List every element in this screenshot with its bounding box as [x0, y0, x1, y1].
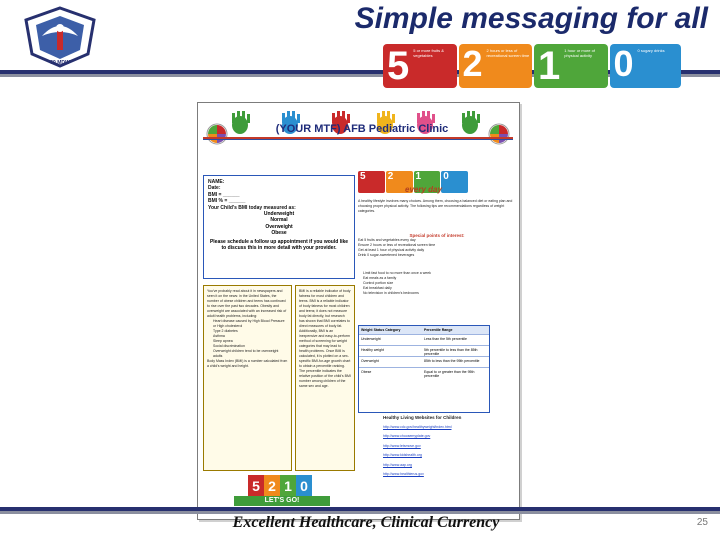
- form-bmi-label: BMI = ______: [208, 191, 240, 198]
- table-row: [359, 356, 489, 367]
- tip-item: Limit fast food to no more than once a week: [363, 271, 431, 275]
- column-paragraph: You've probably read about it in newspapers and seen it on the news: in the United States, the number of obese children and teens has continued to rise over the past two decades. Obesity and overweight are associated with an increased risk of adult health problems, including:: [207, 289, 287, 318]
- form-measured-label: Your Child's BMI today measured as:: [208, 204, 296, 211]
- table-cell: Less than the 5th percentile: [424, 337, 468, 341]
- risk-bullet: Overweight children tend to be overweight adults: [213, 349, 279, 358]
- table-cell: Equal to or greater than the 95th percentile: [424, 370, 475, 378]
- lets-go-banner: LET'S GO!: [234, 496, 330, 506]
- special-point: Drink 0 sugar-sweetened beverages: [358, 253, 415, 257]
- website-link[interactable]: http://www.letsmove.gov: [383, 443, 421, 448]
- banner-tile-5: 5 5 or more fruits & vegetables: [383, 44, 457, 88]
- follow-up-note: Please schedule a follow up appointment if you would like to discuss this in more detail with your provider.: [209, 238, 349, 252]
- table-header: [359, 326, 489, 334]
- 5210-logo: [248, 475, 312, 497]
- mini-tile-1: 1: [414, 171, 441, 193]
- logo-digit-1: 1: [280, 475, 296, 497]
- table-row: [359, 334, 489, 345]
- category-normal: Normal: [270, 217, 288, 224]
- bmi-paragraph: BMI is a reliable indicator of body fatness for most children and teens. BMI is a reliable indicator of body fatness for most children and teens; it does not measure body fat directly, but research has shown that BMI correlates to direct measures of body fat. Additionally, BMI is an inexpensive and easy-to-perform method of screening for weight categories that may lead to health problems. Once BMI is calculated, it is plotted on a sex-specific BMI-for-age growth chart to obtain a percentile ranking. The percentile indicates the relative position of the child's BMI number among children of the same sex and age.: [299, 289, 351, 388]
- weight-status-table: [358, 325, 490, 413]
- form-date-label: Date:: [208, 185, 221, 192]
- tip-item: Control portion size: [363, 281, 394, 285]
- bmi-info-column: [295, 285, 355, 471]
- air-force-seal-logo: [22, 6, 98, 68]
- special-point: Get at least 1 hour of physical activity daily: [358, 248, 425, 252]
- mini-tile-0: 0: [441, 171, 468, 193]
- slide-title: Simple messaging for all: [354, 2, 708, 35]
- website-link[interactable]: http://www.cdc.gov/healthyweight/index.html: [383, 424, 452, 429]
- clinic-title: (YOUR MTF) AFB Pediatric Clinic: [275, 123, 449, 135]
- table-header-cell: Weight Status Category: [361, 328, 401, 332]
- page-number: 25: [696, 517, 708, 528]
- website-link[interactable]: http://www.kidshealth.org: [383, 453, 422, 457]
- 5210-banner: [383, 44, 681, 88]
- risk-bullet: Social discrimination: [213, 344, 245, 348]
- category-obese: Obese: [271, 230, 287, 237]
- risk-bullet: Heart disease caused by High Blood Pressure or High cholesterol: [213, 319, 285, 328]
- mini-tile-2: 2: [386, 171, 413, 193]
- logo-digit-0: 0: [296, 475, 312, 497]
- table-cell: 85th to less than the 95th percentile: [424, 359, 480, 363]
- healthy-websites-section: [383, 413, 513, 480]
- category-underweight: Underweight: [263, 211, 295, 218]
- special-point: Eat 5 fruits and vegetables every day: [358, 238, 416, 242]
- column-closing: Body Mass Index (BMI) is a number calculated from a child's weight and height.: [207, 359, 288, 368]
- table-header-cell: Percentile Range: [424, 328, 453, 332]
- form-bmi-pct-label: BMI % = ______: [208, 198, 246, 205]
- svg-text:59 MDW: 59 MDW: [50, 60, 70, 66]
- obesity-info-column: [203, 285, 292, 471]
- websites-heading: Healthy Living Websites for Children: [383, 415, 462, 420]
- form-name-label: NAME:: [208, 179, 225, 185]
- table-row: [359, 345, 489, 356]
- every-day-label: every day: [405, 185, 442, 194]
- bmi-form-box: [203, 175, 355, 279]
- website-link[interactable]: http://www.aap.org: [383, 462, 412, 467]
- risk-bullet: Asthma: [213, 334, 225, 338]
- table-cell: Obese: [361, 370, 372, 374]
- website-link[interactable]: http://www.choosemyplate.gov: [383, 434, 431, 438]
- logo-digit-2: 2: [264, 475, 280, 497]
- banner-tile-1: 1 1 hour or more of physical activity: [534, 44, 608, 88]
- tip-item: Eat meals as a family: [363, 276, 397, 280]
- table-cell: Overweight: [361, 359, 379, 363]
- special-points-heading: Special points of interest:: [409, 233, 465, 238]
- category-overweight: Overweight: [265, 223, 293, 230]
- tip-item: No television in children's bedrooms: [363, 291, 419, 295]
- clinic-flyer-document: [197, 102, 520, 520]
- title-underline-2: [203, 139, 513, 140]
- website-link[interactable]: http://www.healthierus.gov: [383, 472, 424, 476]
- footer-tagline: Excellent Healthcare, Clinical Currency: [232, 514, 500, 531]
- table-cell: 5th percentile to less than the 85th percentile: [424, 348, 478, 356]
- special-point: Ensure 2 hours or less of recreational screen time: [358, 243, 436, 247]
- special-points-section: [358, 233, 516, 258]
- healthy-tips-list: [363, 271, 513, 296]
- logo-digit-5: 5: [248, 475, 264, 497]
- risk-bullet: Type 2 diabetes: [213, 329, 238, 333]
- intro-paragraph: A healthy lifestyle involves many choices. Among them, choosing a balanced diet or eating plan and choosing proper physical activity. The following tips are recommendations regardless of weight categories.: [358, 199, 513, 213]
- risk-bullet: Sleep apnea: [213, 339, 233, 343]
- tip-item: Eat breakfast daily: [363, 286, 392, 290]
- table-cell: Healthy weight: [361, 348, 384, 352]
- table-row: [359, 367, 489, 378]
- table-cell: Underweight: [361, 337, 381, 341]
- banner-tile-0: 0 0 sugary drinks: [610, 44, 682, 88]
- mini-tile-5: 5: [358, 171, 385, 193]
- banner-tile-2: 2 2 hours or less of recreational screen time: [459, 44, 533, 88]
